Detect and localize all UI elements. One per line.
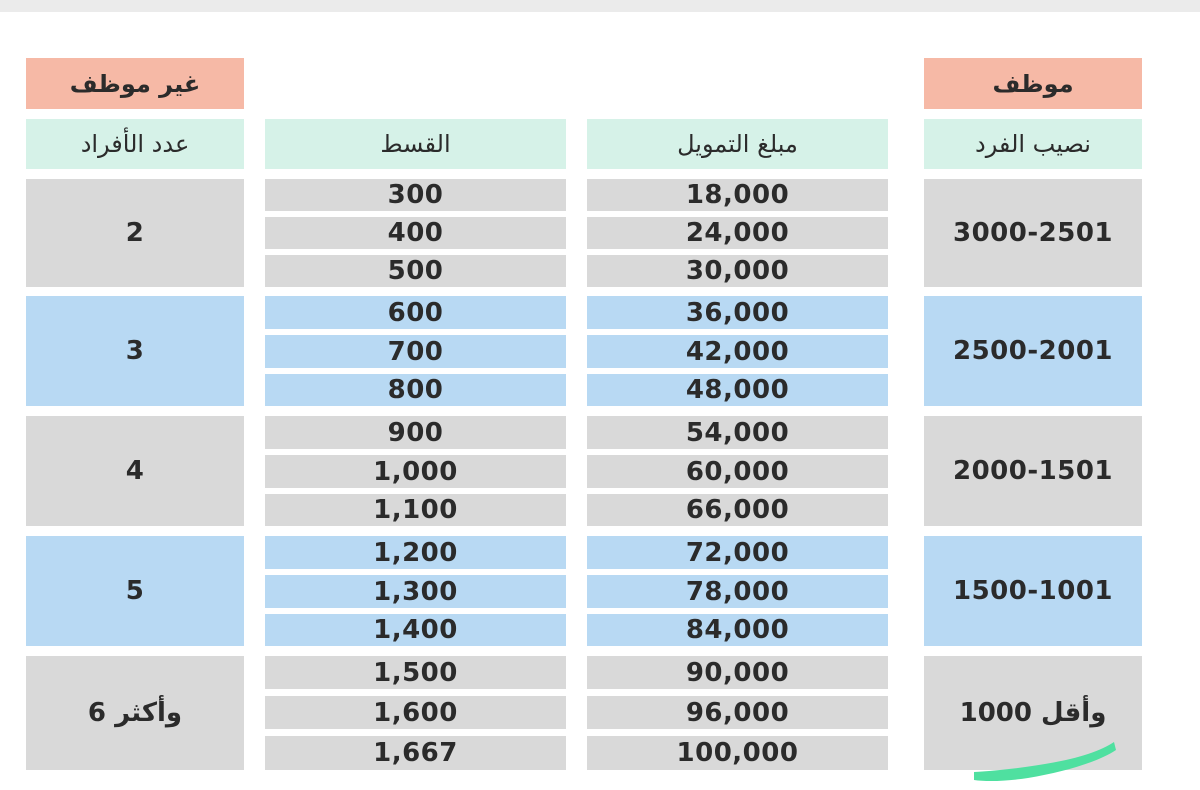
financing-cell: 36,000 [587,296,888,329]
installment-cell: 400 [265,217,566,249]
installment-cell: 800 [265,374,566,406]
members-cell: 3 [26,296,244,406]
installment-cell: 700 [265,335,566,368]
installment-cell: 1,600 [265,696,566,729]
members-cell: 2 [26,179,244,287]
share-range-cell: 1000 وأقل [924,656,1142,770]
financing-cell: 48,000 [587,374,888,406]
members-cell: 6 وأكثر [26,656,244,770]
financing-cell: 30,000 [587,255,888,287]
employed-header: موظف [924,58,1142,109]
share-range-cell: 1500-1001 [924,536,1142,646]
financing-cell: 78,000 [587,575,888,608]
installment-cell: 1,667 [265,736,566,770]
installment-cell: 500 [265,255,566,287]
financing-amount-header: مبلغ التمويل [587,119,888,169]
installment-cell: 1,100 [265,494,566,526]
share-range-cell: 2000-1501 [924,416,1142,526]
family-members-header: عدد الأفراد [26,119,244,169]
financing-cell: 100,000 [587,736,888,770]
installment-cell: 900 [265,416,566,449]
financing-cell: 96,000 [587,696,888,729]
top-strip [0,0,1200,12]
financing-cell: 18,000 [587,179,888,211]
financing-cell: 90,000 [587,656,888,689]
financing-cell: 60,000 [587,455,888,488]
installment-cell: 1,500 [265,656,566,689]
installment-cell: 1,200 [265,536,566,569]
financing-cell: 42,000 [587,335,888,368]
unemployed-header: غير موظف [26,58,244,109]
installment-cell: 300 [265,179,566,211]
installment-cell: 1,400 [265,614,566,646]
individual-share-header: نصيب الفرد [924,119,1142,169]
financing-cell: 54,000 [587,416,888,449]
financing-cell: 84,000 [587,614,888,646]
financing-cell: 66,000 [587,494,888,526]
share-range-cell: 2500-2001 [924,296,1142,406]
share-range-cell: 3000-2501 [924,179,1142,287]
installment-header: القسط [265,119,566,169]
financing-cell: 24,000 [587,217,888,249]
members-cell: 4 [26,416,244,526]
installment-cell: 1,300 [265,575,566,608]
members-cell: 5 [26,536,244,646]
installment-cell: 600 [265,296,566,329]
installment-cell: 1,000 [265,455,566,488]
financing-cell: 72,000 [587,536,888,569]
highlighter-mark [968,736,1120,784]
